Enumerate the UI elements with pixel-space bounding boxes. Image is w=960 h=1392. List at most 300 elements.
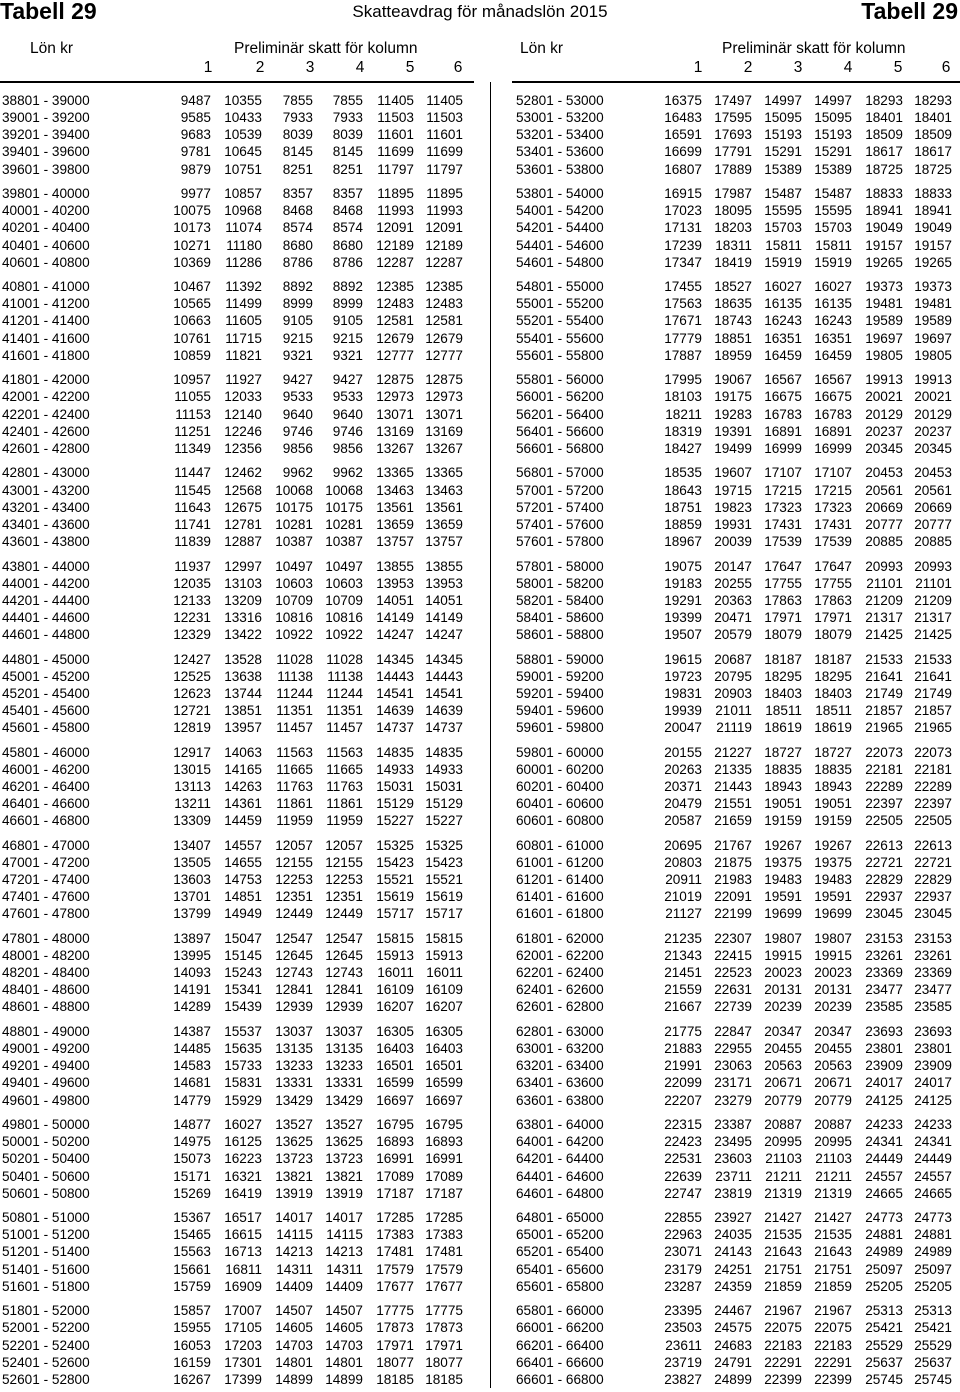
salary-range: 55401 - 55600 (516, 330, 604, 346)
tax-column-1-value: 20803 (664, 854, 702, 870)
table-row (516, 1209, 960, 1226)
tax-column-4-value: 13233 (325, 1058, 363, 1074)
tax-column-5-value: 21101 (866, 575, 903, 591)
tax-column-header: Preliminär skatt för kolumn (722, 40, 906, 57)
tax-column-4-value: 14507 (325, 1303, 363, 1319)
tax-column-5-value: 20021 (865, 389, 903, 405)
tax-column-2-value: 18851 (714, 330, 752, 346)
salary-range: 44601 - 44800 (2, 627, 90, 643)
table-row (2, 702, 470, 719)
salary-range: 62601 - 62800 (516, 999, 604, 1015)
tax-column-3-value: 16027 (764, 279, 802, 295)
tax-column-1-value: 22207 (664, 1092, 702, 1108)
tax-column-2-value: 12140 (224, 406, 262, 422)
tax-column-1-value: 17347 (664, 254, 702, 270)
tax-column-5-value: 17089 (376, 1168, 414, 1184)
tax-column-6-value: 19373 (914, 279, 952, 295)
tax-column-4-value: 14605 (325, 1320, 363, 1336)
salary-range: 61201 - 61400 (516, 872, 604, 888)
tax-column-3-value: 16999 (764, 440, 802, 456)
tax-column-6-value: 19265 (914, 254, 952, 270)
table-row (2, 905, 470, 922)
tax-column-1-value: 12623 (173, 685, 211, 701)
tax-column-3-value: 15095 (764, 110, 802, 126)
table-row (516, 651, 960, 668)
column-number: 1 (203, 59, 213, 76)
tax-column-4-value: 9533 (332, 389, 363, 405)
salary-range: 43601 - 43800 (2, 533, 90, 549)
tax-column-6-value: 23369 (914, 965, 952, 981)
tax-column-2-value: 20039 (714, 533, 752, 549)
tax-column-4-value: 20671 (814, 1075, 852, 1091)
table-row (2, 516, 470, 533)
tax-column-3-value: 12841 (275, 982, 313, 998)
table-row (516, 1302, 960, 1319)
table-row (2, 981, 470, 998)
salary-range: 55201 - 55400 (516, 313, 604, 329)
table-row (2, 1243, 470, 1260)
page-header (0, 0, 960, 40)
table-row (516, 312, 960, 329)
tax-column-4-value: 8892 (332, 279, 363, 295)
tax-column-2-value: 18743 (714, 313, 752, 329)
tax-column-5-value: 19049 (865, 220, 903, 236)
salary-range: 66201 - 66400 (516, 1337, 604, 1353)
tax-column-2-value: 12033 (224, 389, 262, 405)
tax-column-1-value: 23827 (664, 1371, 702, 1387)
tax-column-3-value: 20671 (764, 1075, 802, 1091)
tax-column-6-value: 21425 (914, 627, 952, 643)
table-row (516, 237, 960, 254)
salary-range: 51601 - 51800 (2, 1278, 90, 1294)
salary-range: 62801 - 63000 (516, 1024, 604, 1039)
tax-column-2-value: 21551 (714, 796, 752, 812)
tax-column-4-value: 16999 (814, 440, 852, 456)
row-group (2, 92, 470, 178)
tax-column-1-value: 12329 (173, 627, 211, 643)
tax-column-1-value: 20155 (664, 744, 702, 760)
tax-column-3-value: 21535 (764, 1227, 802, 1243)
tax-column-6-value: 17285 (425, 1210, 463, 1226)
tax-column-2-value: 23711 (715, 1168, 752, 1184)
tax-column-6-value: 12875 (425, 372, 463, 388)
table-row (516, 1243, 960, 1260)
table-row (516, 1337, 960, 1354)
tax-column-5-value: 23477 (865, 982, 903, 998)
tax-column-6-value: 19697 (914, 330, 952, 346)
salary-range: 61601 - 61800 (516, 906, 604, 922)
table-row (516, 278, 960, 295)
row-group (516, 464, 960, 550)
tax-column-5-value: 21209 (865, 592, 903, 608)
tax-column-1-value: 21235 (664, 930, 702, 946)
tax-column-4-value: 20239 (814, 999, 852, 1015)
tax-column-5-value: 12385 (376, 279, 414, 295)
tax-column-3-value: 12351 (275, 889, 313, 905)
salary-range: 56601 - 56800 (516, 440, 604, 456)
tax-column-4-value: 19915 (814, 948, 852, 964)
table-row (2, 1057, 470, 1074)
tax-column-4-value: 17215 (814, 482, 852, 498)
tax-column-2-value: 22955 (714, 1041, 752, 1057)
tax-column-6-value: 17481 (425, 1244, 463, 1260)
tax-column-3-value: 7933 (282, 110, 313, 126)
salary-range: 59601 - 59800 (516, 720, 604, 736)
salary-range: 59801 - 60000 (516, 744, 604, 760)
table-row (2, 347, 470, 364)
salary-range: 41401 - 41600 (2, 330, 90, 346)
tax-column-1-value: 23719 (664, 1354, 702, 1370)
tax-column-2-value: 19067 (714, 372, 752, 388)
table-row (516, 1278, 960, 1295)
tax-column-4-value: 8786 (332, 254, 363, 270)
tax-column-2-value: 15733 (224, 1058, 262, 1074)
tax-column-1-value: 12427 (173, 651, 211, 667)
tax-column-6-value: 22073 (914, 744, 952, 760)
tax-column-3-value: 13723 (275, 1151, 313, 1167)
tax-column-6-value: 15619 (425, 889, 463, 905)
tax-column-4-value: 13821 (325, 1168, 363, 1184)
tax-column-3-value: 9321 (282, 347, 313, 363)
tax-column-3-value: 19051 (764, 796, 802, 812)
salary-range: 44001 - 44200 (2, 575, 90, 591)
tax-column-5-value: 18941 (865, 203, 903, 219)
salary-range: 58001 - 58200 (516, 575, 604, 591)
row-group (2, 1209, 470, 1295)
tax-column-4-value: 21751 (814, 1261, 852, 1277)
tax-column-5-value: 17971 (376, 1337, 414, 1353)
tax-column-3-value: 10387 (275, 533, 313, 549)
salary-range: 52401 - 52600 (2, 1354, 90, 1370)
tax-column-2-value: 16615 (224, 1227, 262, 1243)
row-group (516, 930, 960, 1016)
tax-column-6-value: 24233 (914, 1117, 952, 1133)
tax-column-1-value: 15269 (173, 1185, 211, 1201)
tax-column-4-value: 18727 (814, 744, 852, 760)
tax-column-2-value: 21875 (714, 854, 752, 870)
salary-range: 43001 - 43200 (2, 482, 90, 498)
tax-column-6-value: 25313 (914, 1303, 952, 1319)
table-row (516, 668, 960, 685)
salary-column-header: Lön kr (520, 40, 564, 57)
tax-column-5-value: 18833 (865, 186, 903, 202)
table-row (2, 219, 470, 236)
table-row (516, 499, 960, 516)
tax-column-2-value: 13638 (224, 668, 262, 684)
tax-column-5-value: 23801 (865, 1041, 903, 1057)
tax-column-3-value: 12057 (275, 837, 313, 853)
salary-range: 50001 - 50200 (2, 1134, 90, 1150)
tax-column-1-value: 9879 (180, 161, 211, 177)
tax-column-5-value: 25421 (865, 1320, 903, 1336)
tax-column-5-value: 22829 (865, 872, 903, 888)
tax-column-3-value: 10068 (275, 482, 313, 498)
tax-column-1-value: 16807 (664, 161, 702, 177)
tax-column-6-value: 18941 (914, 203, 952, 219)
table-row (2, 854, 470, 871)
tax-column-6-value: 23801 (914, 1041, 952, 1057)
tax-column-2-value: 18095 (714, 203, 752, 219)
tax-column-5-value: 12679 (376, 330, 414, 346)
tax-column-5-value: 13071 (376, 406, 414, 422)
tax-column-1-value: 20479 (664, 796, 702, 812)
table-row (2, 371, 470, 388)
salary-range: 50801 - 51000 (2, 1210, 90, 1226)
tax-column-1-value: 21883 (664, 1041, 702, 1057)
tax-column-5-value: 20237 (865, 423, 903, 439)
tax-column-6-value: 18077 (425, 1354, 463, 1370)
tax-column-2-value: 24143 (714, 1244, 752, 1260)
salary-range: 57401 - 57600 (516, 516, 604, 532)
tax-column-2-value: 21119 (716, 720, 752, 736)
salary-range: 65401 - 65600 (516, 1261, 604, 1277)
salary-range: 57001 - 57200 (516, 482, 604, 498)
tax-column-2-value: 24791 (714, 1354, 752, 1370)
tax-column-6-value: 23693 (914, 1024, 952, 1039)
tax-column-5-value: 19157 (865, 237, 903, 253)
tax-column-2-value: 21983 (714, 872, 752, 888)
tax-column-2-value: 18959 (714, 347, 752, 363)
tax-column-1-value: 15073 (173, 1151, 211, 1167)
row-group (516, 92, 960, 178)
tax-column-6-value: 21101 (915, 575, 952, 591)
tax-column-3-value: 8357 (282, 186, 313, 202)
tax-column-4-value: 8357 (332, 186, 363, 202)
tax-column-4-value: 19591 (814, 889, 852, 905)
column-divider (490, 82, 491, 1388)
tax-column-3-value: 13331 (275, 1075, 313, 1091)
tax-column-6-value: 21641 (914, 668, 952, 684)
tax-column-3-value: 11763 (276, 778, 313, 794)
tax-column-1-value: 14387 (173, 1024, 211, 1039)
column-number: 5 (893, 59, 903, 76)
salary-range: 38801 - 39000 (2, 93, 90, 108)
tax-column-2-value: 15047 (224, 930, 262, 946)
tax-column-6-value: 21533 (914, 651, 952, 667)
tax-column-3-value: 12743 (275, 965, 313, 981)
table-row (516, 947, 960, 964)
tax-column-5-value: 22181 (865, 761, 903, 777)
tax-column-3-value: 16567 (764, 372, 802, 388)
table-row (516, 558, 960, 575)
tax-column-2-value: 12462 (224, 465, 262, 481)
tax-column-6-value: 23261 (914, 948, 952, 964)
tax-column-5-value: 14051 (376, 592, 414, 608)
tax-column-1-value: 13015 (173, 761, 211, 777)
tax-column-6-value: 14345 (425, 651, 463, 667)
tax-column-3-value: 22075 (764, 1320, 802, 1336)
tax-column-4-value: 19051 (814, 796, 852, 812)
tax-column-2-value: 21659 (714, 813, 752, 829)
header-rule (512, 81, 960, 83)
tax-column-5-value: 22937 (865, 889, 903, 905)
tax-column-4-value: 13331 (325, 1075, 363, 1091)
table-row (516, 871, 960, 888)
tax-column-6-value: 14247 (425, 627, 463, 643)
tax-column-3-value: 8574 (282, 220, 313, 236)
table-row (2, 406, 470, 423)
tax-column-5-value: 18509 (865, 127, 903, 143)
tax-column-2-value: 15635 (224, 1041, 262, 1057)
tax-column-6-value: 14443 (425, 668, 463, 684)
salary-range: 56401 - 56600 (516, 423, 604, 439)
tax-column-1-value: 11055 (174, 389, 211, 405)
salary-range: 49601 - 49800 (2, 1092, 90, 1108)
tax-column-4-value: 10175 (325, 499, 363, 515)
tax-column-4-value: 21967 (814, 1303, 852, 1319)
salary-range: 51801 - 52000 (2, 1303, 90, 1319)
tax-column-2-value: 11074 (225, 220, 262, 236)
tax-column-1-value: 13113 (174, 778, 211, 794)
row-group (516, 558, 960, 644)
tax-column-1-value: 15367 (173, 1210, 211, 1226)
tax-column-6-value: 25421 (914, 1320, 952, 1336)
tax-column-5-value: 25205 (865, 1278, 903, 1294)
tax-column-5-value: 13267 (376, 440, 414, 456)
tax-column-2-value: 21227 (714, 744, 752, 760)
tax-column-2-value: 16125 (224, 1134, 262, 1150)
salary-range: 42801 - 43000 (2, 465, 90, 481)
tax-column-3-value: 16351 (764, 330, 802, 346)
tax-column-3-value: 20995 (764, 1134, 802, 1150)
tax-column-3-value: 19591 (764, 889, 802, 905)
tax-column-1-value: 10369 (173, 254, 211, 270)
tax-column-6-value: 22289 (914, 778, 952, 794)
tax-column-1-value: 14583 (173, 1058, 211, 1074)
header-rule (0, 81, 474, 83)
tax-column-6-value: 25205 (914, 1278, 952, 1294)
tax-column-2-value: 10355 (224, 93, 262, 108)
tax-column-3-value: 18511 (765, 703, 802, 719)
tax-column-4-value: 14213 (325, 1244, 363, 1260)
salary-range: 43201 - 43400 (2, 499, 90, 515)
tax-column-4-value: 10387 (325, 533, 363, 549)
tax-column-6-value: 12091 (425, 220, 463, 236)
tax-column-3-value: 21211 (765, 1168, 802, 1184)
tax-column-5-value: 22289 (865, 778, 903, 794)
row-group (2, 1302, 470, 1388)
tax-column-6-value: 15325 (425, 837, 463, 853)
tax-column-3-value: 9105 (282, 313, 313, 329)
tax-column-4-value: 20995 (814, 1134, 852, 1150)
table-row (2, 1226, 470, 1243)
tax-column-6-value: 19805 (914, 347, 952, 363)
tax-column-6-value: 14933 (425, 761, 463, 777)
tax-column-6-value: 14051 (425, 592, 463, 608)
tax-column-1-value: 23179 (664, 1261, 702, 1277)
tax-column-5-value: 20777 (865, 516, 903, 532)
tax-column-2-value: 17399 (224, 1371, 262, 1387)
tax-column-6-value: 11405 (426, 93, 463, 108)
tax-column-1-value: 9683 (180, 127, 211, 143)
tax-column-1-value: 18319 (664, 423, 702, 439)
tax-column-1-value: 16699 (664, 144, 702, 160)
tax-column-2-value: 11715 (225, 330, 262, 346)
tax-column-1-value: 23071 (664, 1244, 702, 1260)
salary-range: 47801 - 48000 (2, 930, 90, 946)
salary-range: 39601 - 39800 (2, 161, 90, 177)
tax-column-3-value: 18295 (764, 668, 802, 684)
salary-range: 42001 - 42200 (2, 389, 90, 405)
tax-column-1-value: 14485 (173, 1041, 211, 1057)
row-group (516, 371, 960, 457)
tax-column-2-value: 23819 (714, 1185, 752, 1201)
tax-column-2-value: 12887 (224, 533, 262, 549)
tax-column-4-value: 15811 (815, 237, 852, 253)
tax-column-2-value: 20579 (714, 627, 752, 643)
tax-column-4-value: 15193 (814, 127, 852, 143)
tax-column-4-value: 17971 (814, 609, 852, 625)
tax-column-1-value: 15563 (173, 1244, 211, 1260)
tax-column-6-value: 13757 (425, 533, 463, 549)
salary-range: 57201 - 57400 (516, 499, 604, 515)
tax-column-1-value: 10565 (173, 296, 211, 312)
table-row (2, 499, 470, 516)
tax-column-3-value: 10175 (275, 499, 313, 515)
tax-column-1-value: 10271 (173, 237, 211, 253)
tax-column-2-value: 13528 (224, 651, 262, 667)
tax-column-6-value: 12189 (425, 237, 463, 253)
table-row (516, 837, 960, 854)
tax-column-4-value: 20563 (814, 1058, 852, 1074)
table-row (516, 744, 960, 761)
salary-range: 55801 - 56000 (516, 372, 604, 388)
tax-column-1-value: 18103 (664, 389, 702, 405)
salary-range: 60001 - 60200 (516, 761, 604, 777)
salary-range: 53201 - 53400 (516, 127, 604, 143)
salary-range: 63401 - 63600 (516, 1075, 604, 1091)
tax-column-4-value: 14115 (326, 1227, 363, 1243)
tax-column-2-value: 13422 (224, 627, 262, 643)
tax-column-3-value: 11138 (277, 668, 313, 684)
tax-column-1-value: 15857 (173, 1303, 211, 1319)
tax-column-1-value: 12035 (173, 575, 211, 591)
tax-column-3-value: 11861 (276, 796, 313, 812)
tax-column-1-value: 22747 (664, 1185, 702, 1201)
tax-column-4-value: 9640 (332, 406, 363, 422)
tax-column-6-value: 20669 (914, 499, 952, 515)
tax-column-6-value: 21857 (914, 703, 952, 719)
salary-range: 54201 - 54400 (516, 220, 604, 236)
table-row (516, 981, 960, 998)
tax-column-6-value: 14541 (425, 685, 463, 701)
table-row (2, 278, 470, 295)
tax-column-4-value: 19699 (814, 906, 852, 922)
tax-column-4-value: 11244 (326, 685, 363, 701)
tax-column-3-value: 20455 (764, 1041, 802, 1057)
tax-column-4-value: 14899 (325, 1371, 363, 1387)
tax-column-5-value: 18293 (865, 93, 903, 108)
tax-column-5-value: 16991 (376, 1151, 414, 1167)
tax-column-1-value: 12917 (173, 744, 211, 760)
tax-column-6-value: 24341 (914, 1134, 952, 1150)
tax-column-1-value: 18751 (664, 499, 702, 515)
tax-column-1-value: 14681 (173, 1075, 211, 1091)
tax-column-2-value: 22091 (714, 889, 752, 905)
tax-column-6-value: 15717 (425, 906, 463, 922)
tax-column-3-value: 19699 (764, 906, 802, 922)
tax-column-5-value: 25745 (865, 1371, 903, 1387)
tax-column-4-value: 13723 (325, 1151, 363, 1167)
salary-range: 64001 - 64200 (516, 1134, 604, 1150)
tax-column-4-value: 15595 (814, 203, 852, 219)
tax-column-6-value: 16207 (425, 999, 463, 1015)
tax-column-6-value: 22505 (914, 813, 952, 829)
tax-column-3-value: 17107 (764, 465, 802, 481)
tax-column-4-value: 16891 (814, 423, 852, 439)
tax-column-3-value: 8039 (282, 127, 313, 143)
tax-column-3-value: 14605 (275, 1320, 313, 1336)
